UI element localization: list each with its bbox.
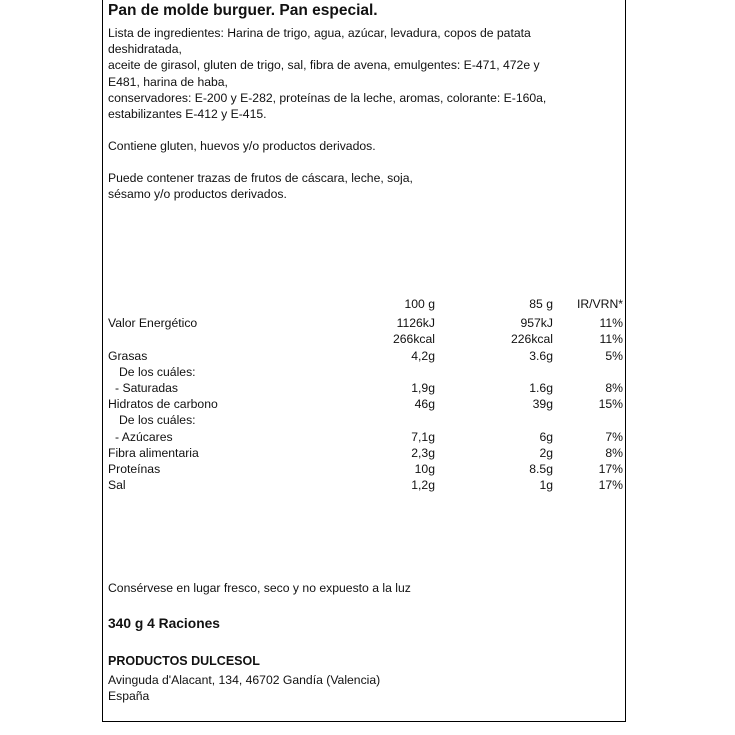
nutrition-header-row [108, 296, 623, 312]
value-per-85g: 39g [532, 397, 553, 412]
nutrient-label: De los cuáles: [119, 364, 196, 379]
value-ir-vrn: 8% [605, 445, 623, 460]
allergen-contains: Contiene gluten, huevos y/o productos derivados. [108, 139, 376, 153]
value-per-100g: 266kcal [392, 332, 435, 347]
nutrient-label: Fibra alimentaria [108, 445, 199, 460]
value-per-85g: 957kJ [520, 316, 553, 331]
value-ir-vrn: 7% [605, 429, 623, 444]
nutrition-table [108, 296, 623, 493]
nutrient-label: Grasas [108, 348, 148, 363]
value-per-85g: 226kcal [510, 332, 553, 347]
value-per-85g: 1.6g [529, 380, 553, 395]
value-per-100g: 1126kJ [396, 316, 435, 331]
value-per-100g: 1,9g [411, 380, 435, 395]
storage-instructions: Consérvese en lugar fresco, seco y no expuesto a la luz [108, 581, 411, 595]
address-line: Avinguda d'Alacant, 134, 46702 Gandía (Valencia) [108, 673, 381, 687]
nutrition-row [108, 429, 623, 445]
nutrition-row [108, 445, 623, 461]
traces-line: Puede contener trazas de frutos de cáscara, leche, soja, [108, 171, 413, 185]
value-per-100g: 1,2g [411, 478, 435, 493]
value-ir-vrn: 8% [605, 380, 623, 395]
nutrition-row [108, 348, 623, 364]
value-per-100g: 46g [414, 397, 435, 412]
product-title: Pan de molde burguer. Pan especial. [108, 2, 378, 19]
traces-line: sésamo y/o productos derivados. [108, 187, 287, 202]
manufacturer-name: PRODUCTOS DULCESOL [108, 654, 260, 668]
address-line: España [108, 689, 150, 704]
ingredients-list [108, 25, 546, 122]
header-per-85g: 85 g [529, 297, 553, 311]
portion-info: 340 g 4 Raciones [108, 616, 220, 631]
value-per-100g: 7,1g [411, 429, 435, 444]
nutrient-label: Sal [108, 478, 126, 493]
nutrient-label: - Saturadas [115, 380, 179, 395]
ingredients-line: E481, harina de haba, [108, 74, 228, 89]
value-per-85g: 6g [539, 429, 553, 444]
value-per-100g: 2,3g [411, 445, 435, 460]
value-per-100g: 10g [414, 461, 435, 476]
value-per-85g: 8.5g [529, 461, 553, 476]
nutrition-row [108, 380, 623, 396]
header-ir-vrn: IR/VRN* [576, 297, 623, 311]
nutrient-label: De los cuáles: [119, 413, 196, 428]
nutrition-row [108, 364, 623, 380]
nutrition-row [108, 315, 623, 331]
header-per-100g: 100 g [404, 297, 435, 311]
manufacturer-address [108, 672, 380, 704]
nutrient-label: - Azúcares [115, 429, 173, 444]
nutrient-label: Hidratos de carbono [108, 397, 218, 412]
value-per-85g: 3.6g [529, 348, 553, 363]
ingredients-line: deshidratada, [108, 42, 182, 57]
ingredients-line: Lista de ingredientes: Harina de trigo, agua, azúcar, levadura, copos de patata [108, 26, 531, 40]
nutrition-row [108, 331, 623, 347]
value-ir-vrn: 17% [598, 461, 623, 476]
value-per-100g: 4,2g [411, 348, 435, 363]
ingredients-line: aceite de girasol, gluten de trigo, sal, fibra de avena, emulgentes: E-471, 472e y [108, 58, 540, 73]
nutrition-row [108, 461, 623, 477]
value-ir-vrn: 11% [599, 316, 623, 331]
value-per-85g: 1g [539, 478, 553, 493]
value-ir-vrn: 5% [605, 348, 623, 363]
nutrient-label: Valor Energético [108, 316, 198, 331]
value-ir-vrn: 15% [598, 397, 623, 412]
nutrition-row [108, 396, 623, 412]
ingredients-line: estabilizantes E-412 y E-415. [108, 107, 267, 122]
allergen-traces [108, 170, 413, 202]
nutrient-label: Proteínas [108, 461, 161, 476]
value-ir-vrn: 17% [598, 478, 623, 493]
ingredients-line: conservadores: E-200 y E-282, proteínas de la leche, aromas, colorante: E-160a, [108, 90, 547, 105]
nutrition-row [108, 477, 623, 493]
value-ir-vrn: 11% [599, 332, 623, 347]
value-per-85g: 2g [539, 445, 553, 460]
nutrition-row [108, 412, 623, 428]
